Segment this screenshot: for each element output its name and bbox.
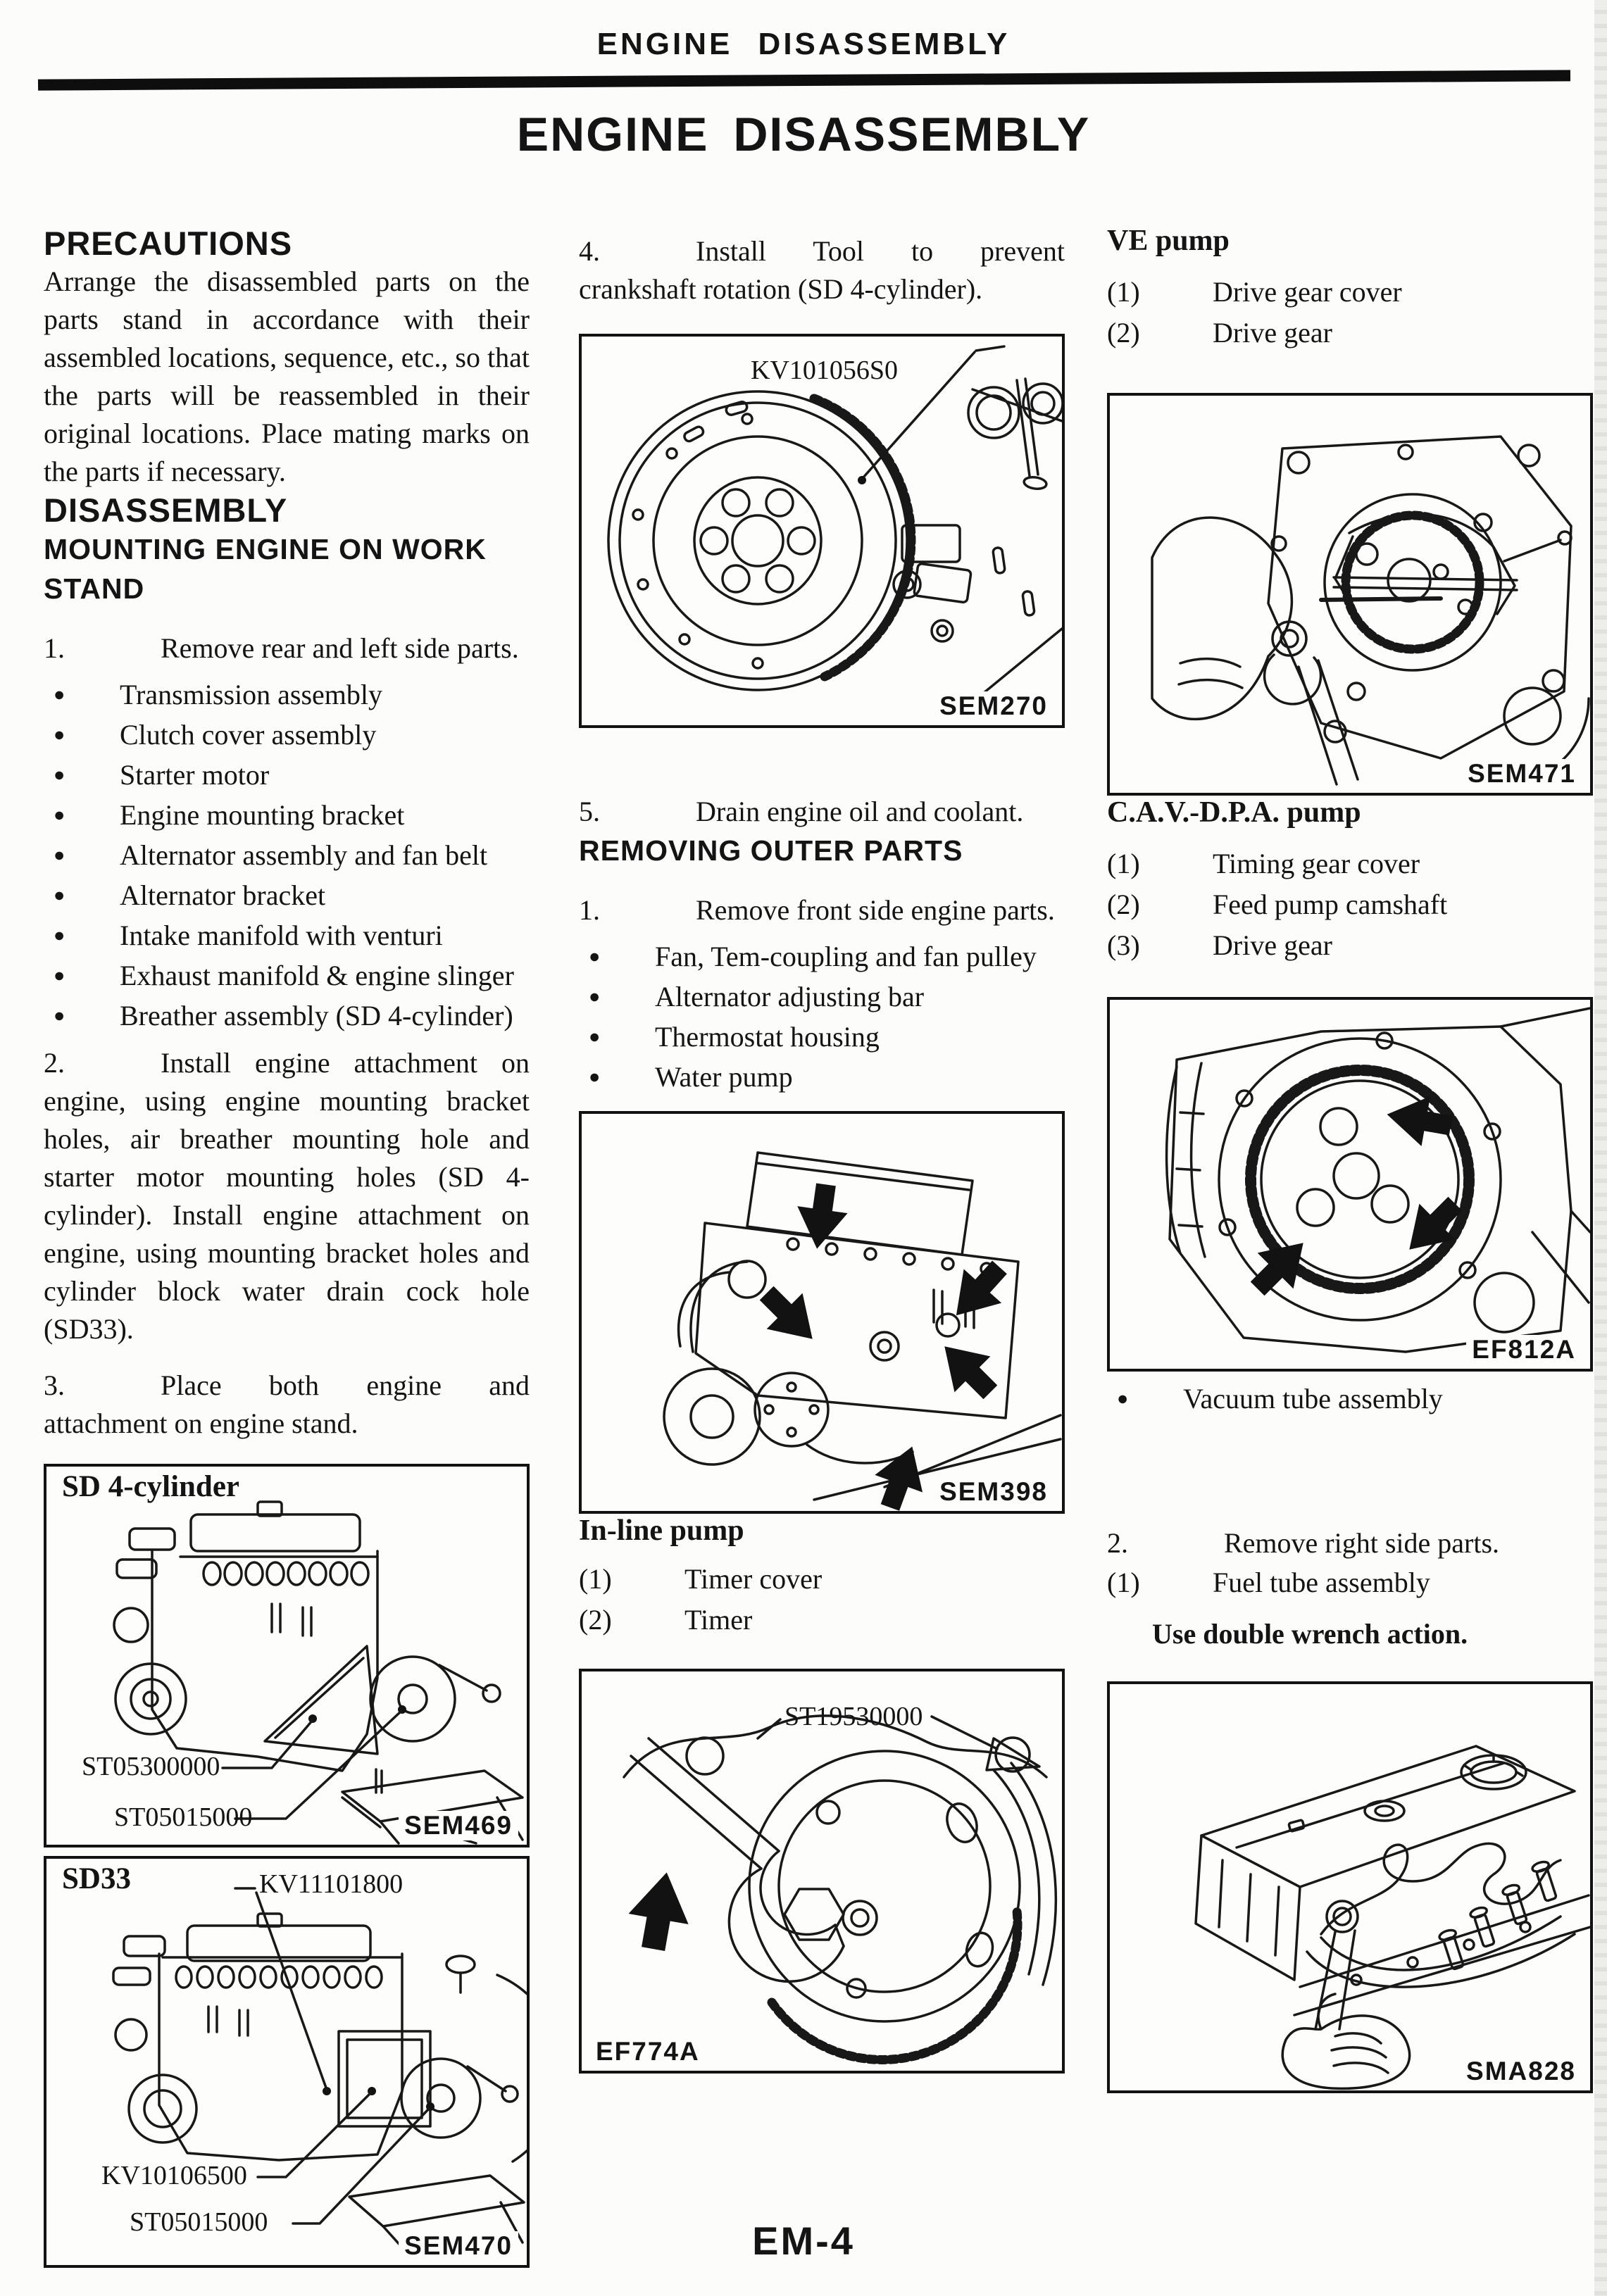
- figure-sma828: [1107, 1681, 1593, 2093]
- engine-variant-label: SD33: [56, 1862, 137, 1896]
- engine-variant-label: SD 4-cylinder: [56, 1469, 245, 1504]
- tool-number-callout: ST05015000: [130, 2207, 268, 2237]
- step-number: 4.: [579, 235, 600, 267]
- figure-sem398: [579, 1111, 1065, 1514]
- front-parts-list: [579, 936, 1065, 1097]
- column-left: [44, 224, 530, 2268]
- list-item: ● Exhaust manifold & engine slinger: [44, 955, 530, 996]
- running-header-title: ENGINE DISASSEMBLY: [596, 27, 1011, 61]
- figure-code: SEM398: [934, 1477, 1053, 1507]
- figure-code: SEM270: [934, 691, 1053, 721]
- list-item: ● Vacuum tube assembly: [1107, 1379, 1593, 1419]
- list-item: ● Fan, Tem-coupling and fan pulley: [579, 936, 1065, 977]
- page-title: ENGINE DISASSEMBLY: [516, 108, 1091, 161]
- inline-pump-item: (2) Timer: [579, 1604, 753, 1636]
- vacuum-tube-list: [1107, 1379, 1593, 1419]
- list-item: ● Breather assembly (SD 4-cylinder): [44, 996, 530, 1036]
- step-2-right: [1107, 1524, 1593, 1562]
- ve-pump-heading: VE pump: [1107, 225, 1230, 257]
- figure-sem270: [579, 334, 1065, 728]
- cav-pump-item: (1) Timing gear cover: [1107, 848, 1420, 879]
- step-4: [579, 232, 1065, 308]
- removal-parts-list: [44, 675, 530, 1036]
- step-text: Remove right side parts.: [1224, 1527, 1500, 1559]
- cav-pump-heading: C.A.V.-D.P.A. pump: [1107, 796, 1361, 829]
- scan-edge-artifact: [1594, 0, 1607, 2296]
- list-item: ● Water pump: [579, 1057, 1065, 1097]
- list-item: ● Alternator adjusting bar: [579, 977, 1065, 1017]
- step-5: [579, 793, 1065, 831]
- figure-ef812a: [1107, 997, 1593, 1372]
- removing-outer-parts-heading: REMOVING OUTER PARTS: [579, 834, 963, 867]
- engine-on-stand-drawing: [46, 1467, 527, 1845]
- double-wrench-note: Use double wrench action.: [1152, 1618, 1468, 1650]
- figure-sem471: [1107, 393, 1593, 796]
- step-text: Remove rear and left side parts.: [161, 632, 519, 664]
- step-1-left: [44, 629, 530, 667]
- flywheel-tool-drawing: [582, 337, 1062, 725]
- step-number: 1.: [44, 632, 65, 664]
- step-number: 2.: [44, 1047, 65, 1079]
- figure-code: SEM469: [399, 1811, 518, 1840]
- figure-code: SEM470: [399, 2231, 518, 2261]
- inline-pump-item: (1) Timer cover: [579, 1563, 823, 1595]
- figure-code: EF812A: [1466, 1335, 1582, 1365]
- list-item: ● Engine mounting bracket: [44, 795, 530, 835]
- step-number: 5.: [579, 796, 600, 827]
- step-number: 2.: [1107, 1527, 1128, 1559]
- figure-code: SEM471: [1462, 759, 1582, 789]
- ve-pump-item: (2) Drive gear: [1107, 317, 1332, 349]
- page-number: EM-4: [752, 2219, 855, 2263]
- figure-sem470: [44, 1856, 530, 2268]
- figure-code: EF774A: [590, 2037, 706, 2066]
- column-right: [1107, 224, 1593, 2093]
- list-item: ● Starter motor: [44, 755, 530, 795]
- gear-puller-drawing: [1110, 396, 1590, 793]
- ve-pump-item: (1) Drive gear cover: [1107, 276, 1402, 308]
- cav-pump-item: (3) Drive gear: [1107, 929, 1332, 961]
- fuel-tube-wrench-drawing: [1110, 1684, 1590, 2090]
- step-number: 3.: [44, 1369, 65, 1401]
- step-1-middle: [579, 891, 1065, 929]
- list-item: ● Alternator bracket: [44, 875, 530, 915]
- tool-number-callout: KV10106500: [101, 2161, 247, 2190]
- timing-gear-drawing: [1110, 1000, 1590, 1369]
- tool-number-callout: ST19530000: [784, 1702, 923, 1731]
- list-item: ● Alternator assembly and fan belt: [44, 835, 530, 875]
- tool-number-callout: ST05300000: [82, 1752, 220, 1781]
- step-number: 1.: [579, 894, 600, 926]
- step-text: Remove front side engine parts.: [696, 894, 1055, 926]
- figure-sem469: [44, 1464, 530, 1848]
- figure-ef774a: [579, 1669, 1065, 2074]
- disassembly-heading: DISASSEMBLY: [44, 491, 288, 529]
- header-divider-rule: [38, 70, 1570, 90]
- precautions-paragraph: Arrange the disassembled parts on the parts stand in accordance with their assembled locations, sequence, etc., so that the parts will be reassembled in their original locations. Place mating marks on the parts if necessary.: [44, 265, 530, 487]
- figure-code: SMA828: [1461, 2057, 1582, 2086]
- list-item: ● Transmission assembly: [44, 675, 530, 715]
- mounting-heading: MOUNTING ENGINE ON WORK STAND: [44, 533, 487, 605]
- engine-on-stand-sd33-drawing: [46, 1859, 527, 2265]
- step-text: Place both engine and attachment on engine stand.: [44, 1369, 530, 1439]
- column-middle: [579, 224, 1065, 2074]
- step-2-left: [44, 1044, 530, 1348]
- inline-pump-heading: In-line pump: [579, 1514, 744, 1547]
- list-item: ● Thermostat housing: [579, 1017, 1065, 1057]
- precautions-heading: PRECAUTIONS: [44, 225, 293, 262]
- step-text: Install engine attachment on engine, using engine mounting bracket holes, air breather mounting hole and starter motor mounting holes (SD 4-cylinder). Install engine attachment on engine, using mounting bracket holes and cylinder block water drain cock hole (SD33).: [44, 1047, 530, 1345]
- tool-number-callout: ST05015000: [114, 1802, 253, 1832]
- step-text: Install Tool to prevent crankshaft rotation (SD 4-cylinder).: [579, 235, 1065, 305]
- cav-pump-item: (2) Feed pump camshaft: [1107, 889, 1448, 920]
- tool-number-callout: KV101056S0: [751, 356, 899, 385]
- step-3-left: [44, 1367, 530, 1443]
- tool-number-callout: KV11101800: [259, 1869, 404, 1899]
- engine-front-parts-drawing: [582, 1114, 1062, 1511]
- fuel-tube-item: (1) Fuel tube assembly: [1107, 1567, 1430, 1598]
- step-text: Drain engine oil and coolant.: [696, 796, 1024, 827]
- list-item: ● Intake manifold with venturi: [44, 915, 530, 955]
- list-item: ● Clutch cover assembly: [44, 715, 530, 755]
